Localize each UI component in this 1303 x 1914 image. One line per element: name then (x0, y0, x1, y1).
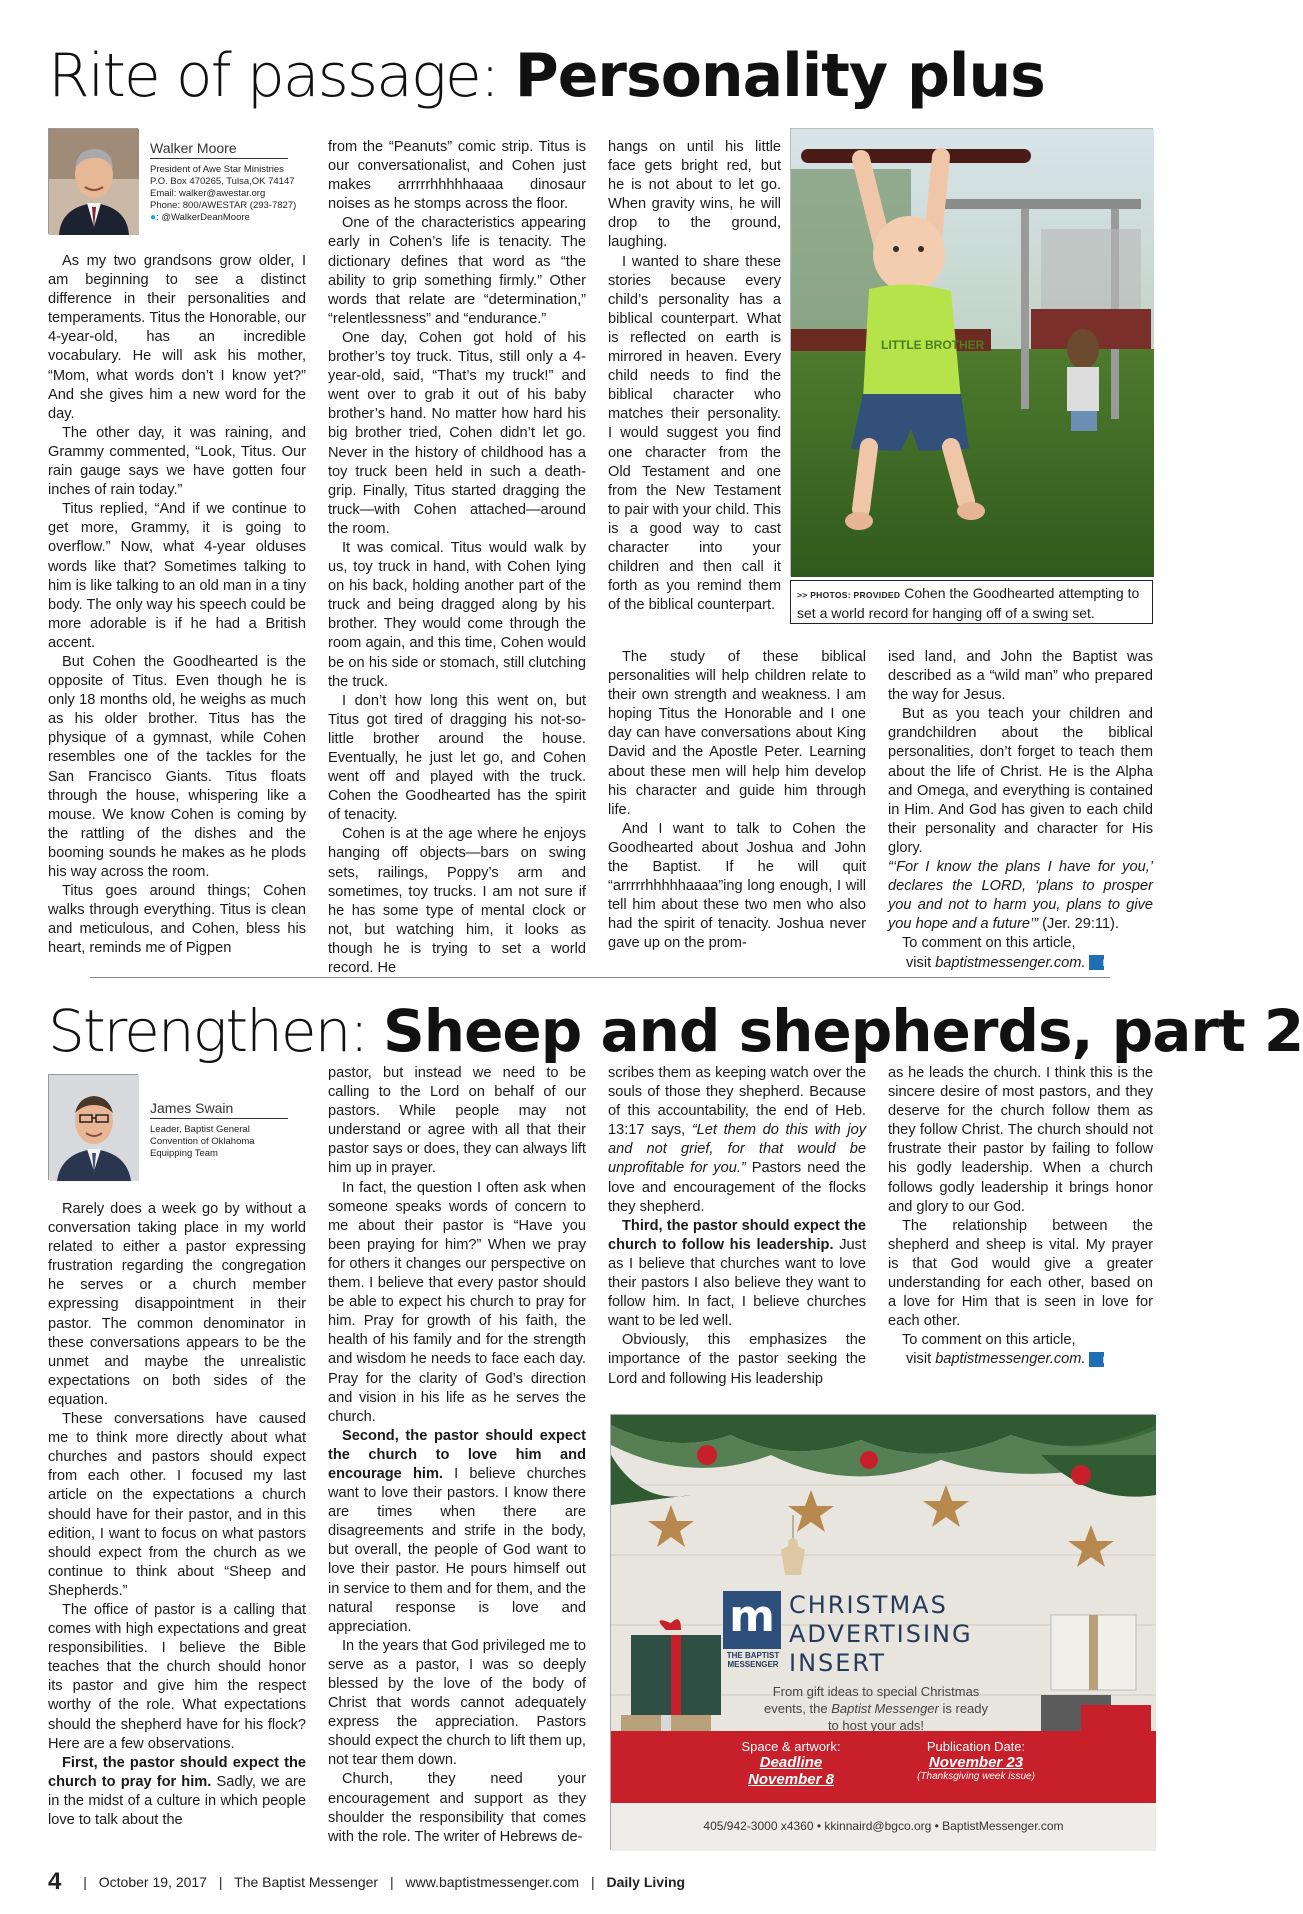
paragraph-text: Just as I believe that churches want to love their pastors I also believe they want to follow him. In fact, I believe churches want to be led well. (608, 1236, 866, 1330)
paragraph (608, 1064, 866, 1217)
headline-main: Personality plus (514, 41, 1045, 111)
logo-line: THE BAPTIST (726, 1651, 780, 1660)
paragraph: But Cohen the Goodhearted is the opposite of Titus. Even though he is only 18 months old, he weighs as much as his older brother. Titus has the physique of a gymnast, while Cohen resembles one of the tackles for the San Francisco Giants. Titus floats through the house, whispering like a mouse. We know Cohen is coming by the rattling of the dishes and the booming sounds he makes as he plods his way across the room. (48, 653, 306, 880)
paragraph: Cohen is at the age where he enjoys hanging off objects—bars on swing sets, railings, Poppy’s arm and sometimes, toy trucks. I am not sure if he has some type of mental clock or not, but watching him, it looks as though he is trying to set a world record. He (328, 826, 586, 977)
bible-quote (888, 858, 1153, 934)
comment-cta-link (888, 954, 1153, 973)
author-title-line: Leader, Baptist General (150, 1124, 250, 1135)
ad-title-line: ADVERTISING (789, 1620, 973, 1648)
article1-column-2 (328, 138, 586, 977)
paragraph: I wanted to share these stories because every child’s personality has a biblical counterpart. What is reflected on earth is mirrored in heaven. Every child needs to find the biblical character who matches their personality. I would suggest you find one character from the Old Testament and one from the New Testament to pair with your child. This is a good way to cast character into your children and then call it forth as you remind them of the biblical counterpart. (608, 253, 781, 614)
paragraph: In fact, the question I often ask when someone speaks words of concern to me about their pastor is “Have you been praying for him?” When we pray for others it changes our perspective on them. I believe that every pastor should be able to expect his church to pray for him. Pray for growth of his faith, the health of his family and for the strength and wisdom he needs to face each day. Pray for the clarity of God’s direction and vision in his life as he serves the church. (328, 1179, 586, 1425)
ad-body-text: is ready (938, 1701, 989, 1716)
publication-note: (Thanksgiving week issue) (917, 1771, 1035, 1782)
separator: | (218, 1874, 223, 1890)
paragraph: from the “Peanuts” comic strip. Titus is our conversationalist, and Cohen just makes arrrrrhhhhhaaaa dinosaur noises as he stomps across the floor. (328, 139, 586, 213)
paragraph: ised land, and John the Baptist was described as a “wild man” who prepared the way for Jesus. (888, 649, 1153, 704)
paragraph (608, 1217, 866, 1332)
ad-red-banner (611, 1731, 1156, 1803)
quote-ref: (Jer. 29:11). (1038, 916, 1119, 933)
deadline-date: November 8 (748, 1771, 834, 1788)
comment-cta (888, 934, 1153, 953)
paragraph: These conversations have caused me to think more directly about what churches and pastors should expect from each other. I focused my last article on the expectations a church should have for their pastor, and in this edition, I want to focus on what pastors should expect from the church as we continue to think about “Sheep and Shepherds.” (48, 1411, 306, 1599)
photo-credit: >> PHOTOS: PROVIDED (797, 590, 901, 600)
cta-visit: visit (906, 1351, 936, 1368)
baptist-messenger-logo: m (723, 1591, 781, 1649)
walker-moore-portrait (49, 129, 139, 235)
paragraph: as he leads the church. I think this is the sincere desire of most pastors, and they deserve for the church follow them as they follow Christ. The church should not frustrate their pastor by failing to follow his godly leadership. When a church follows godly leadership it brings honor and glory to our God. (888, 1065, 1153, 1215)
paragraph-text: Sadly, we are in the midst of a culture in which people love to talk about the (48, 1773, 306, 1828)
article1-column-3-lower (608, 648, 866, 964)
logo-wordmark (723, 1651, 783, 1669)
bold-lead: Third, the pastor should expect the church to follow his leadership. (608, 1217, 866, 1253)
paragraph: As my two grandsons grow older, I am beginning to see a distinct difference in their personalities and temperaments. Titus the Honorable, our 4-year-old, has an incredible vocabulary. He will ask his mother, “Mom, what words don’t I know yet?” And she gives him a new word for the day. (48, 253, 306, 422)
comment-cta (888, 1331, 1153, 1350)
ad-body-line: From gift ideas to special Christmas (772, 1684, 980, 1699)
ad-title-line: INSERT (789, 1649, 887, 1677)
scripture-quote: “Let them do this with joy and not grief, for that would be unprofitable for you.” (608, 1122, 866, 1177)
swing-photo (791, 129, 1154, 577)
paragraph-text: Pastors need the love and encouragement of the flocks they shepherd. (608, 1160, 866, 1215)
author-photo (48, 128, 138, 234)
paper-name: The Baptist Messenger (234, 1874, 379, 1890)
ad-title-line: CHRISTMAS (789, 1591, 948, 1619)
paragraph: The relationship between the shepherd and sheep is vital. My prayer is that God would give a greater understanding for each other, based on a love for Him that is seen in love for each other. (888, 1217, 1153, 1330)
cta-visit: visit (906, 954, 936, 971)
ad-body-text: events, the (763, 1701, 832, 1716)
paragraph: Titus goes around things; Cohen walks through everything. Titus is clean and meticulous, and Cohen, bless his heart, reminds me of Pigpen (48, 883, 306, 957)
paragraph: hangs on until his little face gets bright red, but he is not about to let go. When gravity wins, he will drop to the ground, laughing. (608, 139, 781, 251)
paragraph (328, 1427, 586, 1637)
headline-kicker: Strengthen: (48, 997, 367, 1065)
paragraph: The study of these biblical personalities will help children relate to their own strength and weakness. I am hoping Titus the Honorable and I one day can have conversations about King David and the Apostle Peter. Learning about these men will help him develop his character and guide him through life. (608, 649, 866, 818)
author-email: Email: walker@awestar.org (150, 188, 266, 199)
ad-body-line: to host your ads! (827, 1718, 925, 1733)
page-footer (48, 1868, 685, 1896)
publication-label: Publication Date: (926, 1739, 1026, 1754)
ad-body-italic: Baptist Messenger (831, 1701, 939, 1716)
cta-line: To comment on this article, (902, 1332, 1076, 1349)
article-comment-link[interactable]: baptistmessenger.com. (935, 1351, 1086, 1368)
james-swain-portrait (49, 1075, 139, 1181)
cta-line: To comment on this article, (902, 935, 1076, 952)
paragraph (48, 1754, 306, 1830)
paragraph: But as you teach your children and grandchildren about the biblical personalities, don’t forget to teach them about the life of Christ. He is the Alpha and Omega, and everything is contained in Him. And God has given to each child their personality and character for His glory. (888, 706, 1153, 856)
logo-line: MESSENGER (727, 1660, 779, 1669)
christmas-advertising-ad[interactable] (610, 1414, 1155, 1850)
paragraph: Obviously, this emphasizes the importance of the pastor seeking the Lord and following His leadership (608, 1332, 866, 1387)
deadline-label: Space & artwork: (741, 1739, 841, 1754)
caption-text: Cohen the Goodhearted attempting to set a world record for hanging off of a swing set. (797, 585, 1140, 621)
article2-column-2 (328, 1064, 586, 1850)
ad-publication-block (891, 1739, 1061, 1782)
paragraph: It was comical. Titus would walk by us, toy truck in hand, with Cohen lying on his back, holding another part of the truck and being dragged along by his brother. They would come through the room again, and this time, Cohen would be on his side or stomach, still clutching the truck. (328, 539, 586, 690)
author-name: James Swain (150, 1100, 288, 1119)
separator: | (83, 1874, 87, 1890)
headline-sheep-shepherds (48, 997, 1303, 1065)
bold-lead: Second, the pastor should expect the church to love him and encourage him. (328, 1427, 586, 1482)
comment-cta-link (888, 1350, 1153, 1369)
paragraph: Rarely does a week go by without a conversation taking place in my world related to either a pastor expressing frustration regarding the congregation he serves or a church member expressing disappointment in their pastor. The common denominator in these conversations appears to be the unmet and maybe the unrealistic expectations on both sides of the equation. (48, 1201, 306, 1408)
author-info (150, 1124, 300, 1160)
separator: | (390, 1874, 394, 1890)
deadline-value: Deadline (759, 1754, 823, 1771)
headline-kicker: Rite of passage: (48, 41, 499, 111)
shirt-print: LITTLE BROTHER (881, 338, 985, 352)
author-title-line: Equipping Team (150, 1148, 218, 1159)
twitter-icon: ● (150, 212, 157, 223)
paragraph: One day, Cohen got hold of his brother’s toy truck. Titus, still only a 4-year-old, said, “That’s my truck!” and went over to grab it out of his baby brother’s hand. No matter how hard his big brother tried, Cohen didn’t let go. Never in the history of childhood has a toy truck been held in such a death-grip. Finally, Titus started dragging the truck—with Cohen attached—around the room. (328, 329, 586, 537)
ad-body (711, 1683, 1041, 1734)
page-number: 4 (48, 1868, 62, 1895)
headline-personality-plus (48, 41, 1045, 111)
paragraph: Church, they need your encouragement and support as they shoulder the responsibility that comes with the role. The writer of Hebrews de- (328, 1771, 586, 1845)
paragraph: The other day, it was raining, and Grammy commented, “Look, Titus. Our rain gauge says we have gotten four inches of rain today.” (48, 424, 306, 499)
author-address: P.O. Box 470265, Tulsa,OK 74147 (150, 176, 295, 187)
author-title-line: Convention of Oklahoma (150, 1136, 255, 1147)
author-info (150, 164, 300, 224)
photo-cohen-swing (790, 128, 1153, 576)
author-photo (48, 1074, 138, 1180)
paragraph: One of the characteristics appearing early in Cohen’s life is tenacity. The dictionary defines that word as “the ability to grip something firmly.” Other words that relate are “determination,” “relentlessness” and “endurance.” (328, 215, 586, 327)
article2-column-3 (608, 1064, 866, 1404)
author-name: Walker Moore (150, 140, 288, 159)
paragraph-text: I believe churches want to love their pastors. I know there are times when there are disagreements and strife in the body, but overall, the people of God want to love their pastor. He pours himself out in service to them and for them, and the natural response is love and appreciation. (328, 1465, 587, 1635)
ad-body-line (711, 1700, 1041, 1717)
issue-date: October 19, 2017 (98, 1874, 207, 1890)
paragraph-text: scribes them as keeping watch over the souls of those they shepherd. Because of this accountability, the end of Heb. 13:17 says, (608, 1065, 866, 1139)
ad-deadline-block (721, 1739, 861, 1788)
bold-lead: First, the pastor should expect the church to pray for him. (48, 1754, 306, 1790)
article1-column-3 (608, 138, 781, 648)
article2-column-4 (888, 1064, 1153, 1404)
article-divider (90, 977, 1110, 978)
paragraph: I don’t how long this went on, but Titus got tired of dragging his not-so-little brother around the house. Eventually, he just let go, and Cohen went off and played with the truck. Cohen the Goodhearted has the spirit of tenacity. (328, 692, 586, 824)
photo-caption (790, 580, 1153, 624)
article-comment-link[interactable]: baptistmessenger.com. (935, 954, 1086, 971)
paragraph: Titus replied, “And if we continue to get more, Grammy, it is going to overflow.” Now, what 4-year olduses words like that? Sometimes talking to him is like talking to an old man in a tiny body. The only way his speech could be more adorable is if he had a British accent. (48, 501, 306, 651)
ad-title (789, 1591, 973, 1678)
article2-column-1 (48, 1200, 306, 1850)
author-box-james-swain (48, 1074, 288, 1184)
separator: | (590, 1874, 595, 1890)
quote-text: “‘For I know the plans I have for you,’ declares the LORD, ‘plans to prosper you and not to harm you, plans to give you hope and a future’” (888, 859, 1153, 933)
messenger-logo-icon: m (1089, 955, 1104, 970)
paragraph: pastor, but instead we need to be calling to the Lord on behalf of our pastors. While people may not understand or agree with all that their pastor says or does, they can always lift him up in prayer. (328, 1065, 586, 1177)
paragraph: And I want to talk to Cohen the Goodhearted about Joshua and John the Baptist. If he will quit “arrrrrhhhhhaaaa”ing long enough, I will tell him about these two men who also had the spirit of tenacity. Joshua never gave up on the prom- (608, 820, 866, 952)
author-title: President of Awe Star Ministries (150, 164, 284, 175)
headline-main: Sheep and shepherds, part 2 (383, 997, 1303, 1065)
author-phone: Phone: 800/AWESTAR (293-7827) (150, 200, 297, 211)
article1-column-1 (48, 252, 306, 964)
section-name: Daily Living (606, 1874, 686, 1890)
article1-column-4 (888, 648, 1153, 971)
author-twitter (150, 212, 300, 224)
website-link[interactable]: www.baptistmessenger.com (405, 1874, 580, 1890)
publication-date: November 23 (928, 1754, 1024, 1771)
author-box-walker-moore (48, 128, 297, 236)
messenger-logo-icon: m (1089, 1352, 1104, 1367)
paragraph: The office of pastor is a calling that comes with high expectations and great responsibilities. I believe the Bible teaches that the church should honor its pastor and give him the respect worthy of the role. What expectations should the shepherd have for his flock? Here are a few observations. (48, 1601, 306, 1752)
author-twitter-handle: : @WalkerDeanMoore (156, 212, 250, 223)
ad-contact: 405/942-3000 x4360 • kkinnaird@bgco.org • BaptistMessenger.com (703, 1819, 1064, 1833)
paragraph: In the years that God privileged me to serve as a pastor, I was so deeply blessed by the love of the body of Christ that words cannot adequately express the appreciation. Pastors should expect the church to lift them up, not tear them down. (328, 1637, 586, 1769)
